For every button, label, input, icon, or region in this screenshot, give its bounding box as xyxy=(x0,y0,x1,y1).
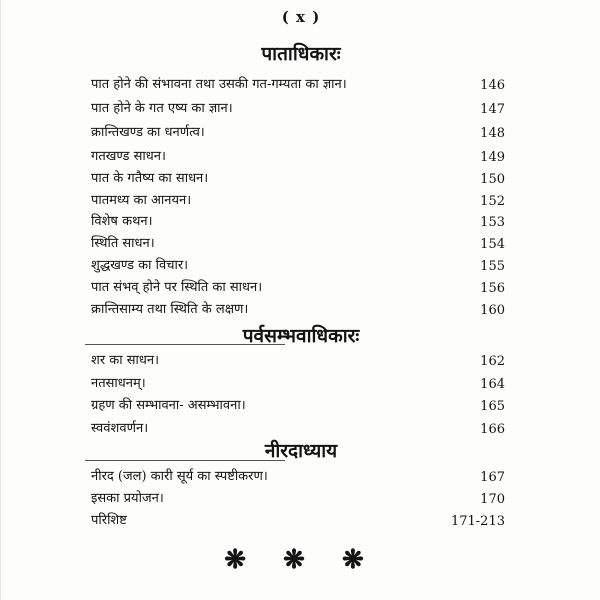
toc-entry xyxy=(85,488,505,512)
toc-entry xyxy=(85,168,505,192)
ornament-icon: ❋ xyxy=(224,545,261,575)
toc-entry-title: ग्रहण की सम्भावना- असम्भावना। xyxy=(91,398,246,413)
toc-entry xyxy=(85,98,505,122)
toc-entry-title: पात के गतैष्य का साधन। xyxy=(91,171,209,186)
toc-entry-title: नतसाधनम्। xyxy=(91,376,146,391)
toc-entry-page: 164 xyxy=(480,377,505,392)
toc-entry xyxy=(85,211,505,235)
toc-entry xyxy=(85,373,505,397)
section-divider xyxy=(85,344,285,345)
toc-entry-page: 147 xyxy=(480,102,505,117)
toc-entry xyxy=(85,255,505,279)
toc-entry-title: शर का साधन। xyxy=(91,353,160,368)
toc-entry-page: 152 xyxy=(480,194,505,209)
toc-entry-title: इसका प्रयोजन। xyxy=(91,491,164,506)
toc-entry-title: स्ववंशवर्णन। xyxy=(91,421,149,436)
toc-entry xyxy=(85,74,505,98)
toc-entry-title: परिशिष्ट xyxy=(91,513,127,528)
toc-entry-page: 149 xyxy=(480,150,505,165)
toc-entry-page: 162 xyxy=(480,354,505,369)
toc-entry-page: 171-213 xyxy=(450,514,505,529)
section-heading-patadhikara: पाताधिकारः xyxy=(261,43,341,65)
section-divider xyxy=(85,460,285,461)
section-heading-parvasambhavadhikara: पर्वसम्भवाधिकारः xyxy=(242,325,360,347)
section-heading-niradadhyaya: नीरदाध्याय xyxy=(264,440,338,462)
toc-entry-page: 166 xyxy=(480,422,505,437)
toc-entry-title: नीरद (जल) कारी सूर्य का स्पष्टीकरण। xyxy=(91,469,268,484)
toc-entry-title: पात होने के गत एष्य का ज्ञान। xyxy=(91,101,233,116)
toc-entry xyxy=(85,233,505,257)
toc-entry xyxy=(85,510,505,534)
toc-entry-title: पात होने की संभावना तथा उसकी गत-गम्यता का ज्ञान। xyxy=(91,77,347,92)
toc-entry xyxy=(85,277,505,301)
toc-entry-title: विशेष कथन। xyxy=(91,214,153,229)
toc-entry-page: 165 xyxy=(480,399,505,414)
toc-entry-title: गतखण्ड साधन। xyxy=(91,149,166,164)
decorative-ornaments xyxy=(1,545,600,575)
toc-entry-page: 150 xyxy=(480,172,505,187)
toc-entry-page: 148 xyxy=(480,126,505,141)
toc-entry xyxy=(85,350,505,374)
toc-entry-page: 156 xyxy=(480,281,505,296)
toc-entry xyxy=(85,122,505,146)
toc-entry-page: 153 xyxy=(480,215,505,230)
toc-entry-title: स्थिति साधन। xyxy=(91,236,155,251)
ornament-icon: ❋ xyxy=(283,545,319,575)
toc-entry-page: 160 xyxy=(480,303,505,318)
toc-entry xyxy=(85,395,505,419)
toc-entry xyxy=(85,466,505,490)
toc-entry-page: 170 xyxy=(480,492,505,507)
toc-entry-title: पात संभव् होने पर स्थिति का साधन। xyxy=(91,280,263,295)
toc-entry-title: पातमध्य का आनयन। xyxy=(91,193,192,208)
toc-entry-page: 167 xyxy=(480,470,505,485)
toc-entry-page: 154 xyxy=(480,237,505,252)
page-number: ( x ) xyxy=(281,8,321,26)
toc-entry xyxy=(85,146,505,170)
ornament-icon: ❋ xyxy=(341,545,378,575)
toc-entry-page: 146 xyxy=(480,78,505,93)
toc-entry-title: क्रान्तिखण्ड का धनर्णत्व। xyxy=(91,125,205,140)
toc-entry-title: क्रान्तिसाम्य तथा स्थिति के लक्षण। xyxy=(91,302,249,317)
toc-entry xyxy=(85,299,505,323)
toc-entry-page: 155 xyxy=(480,259,505,274)
toc-entry-title: शुद्धखण्ड का विचार। xyxy=(91,258,189,273)
